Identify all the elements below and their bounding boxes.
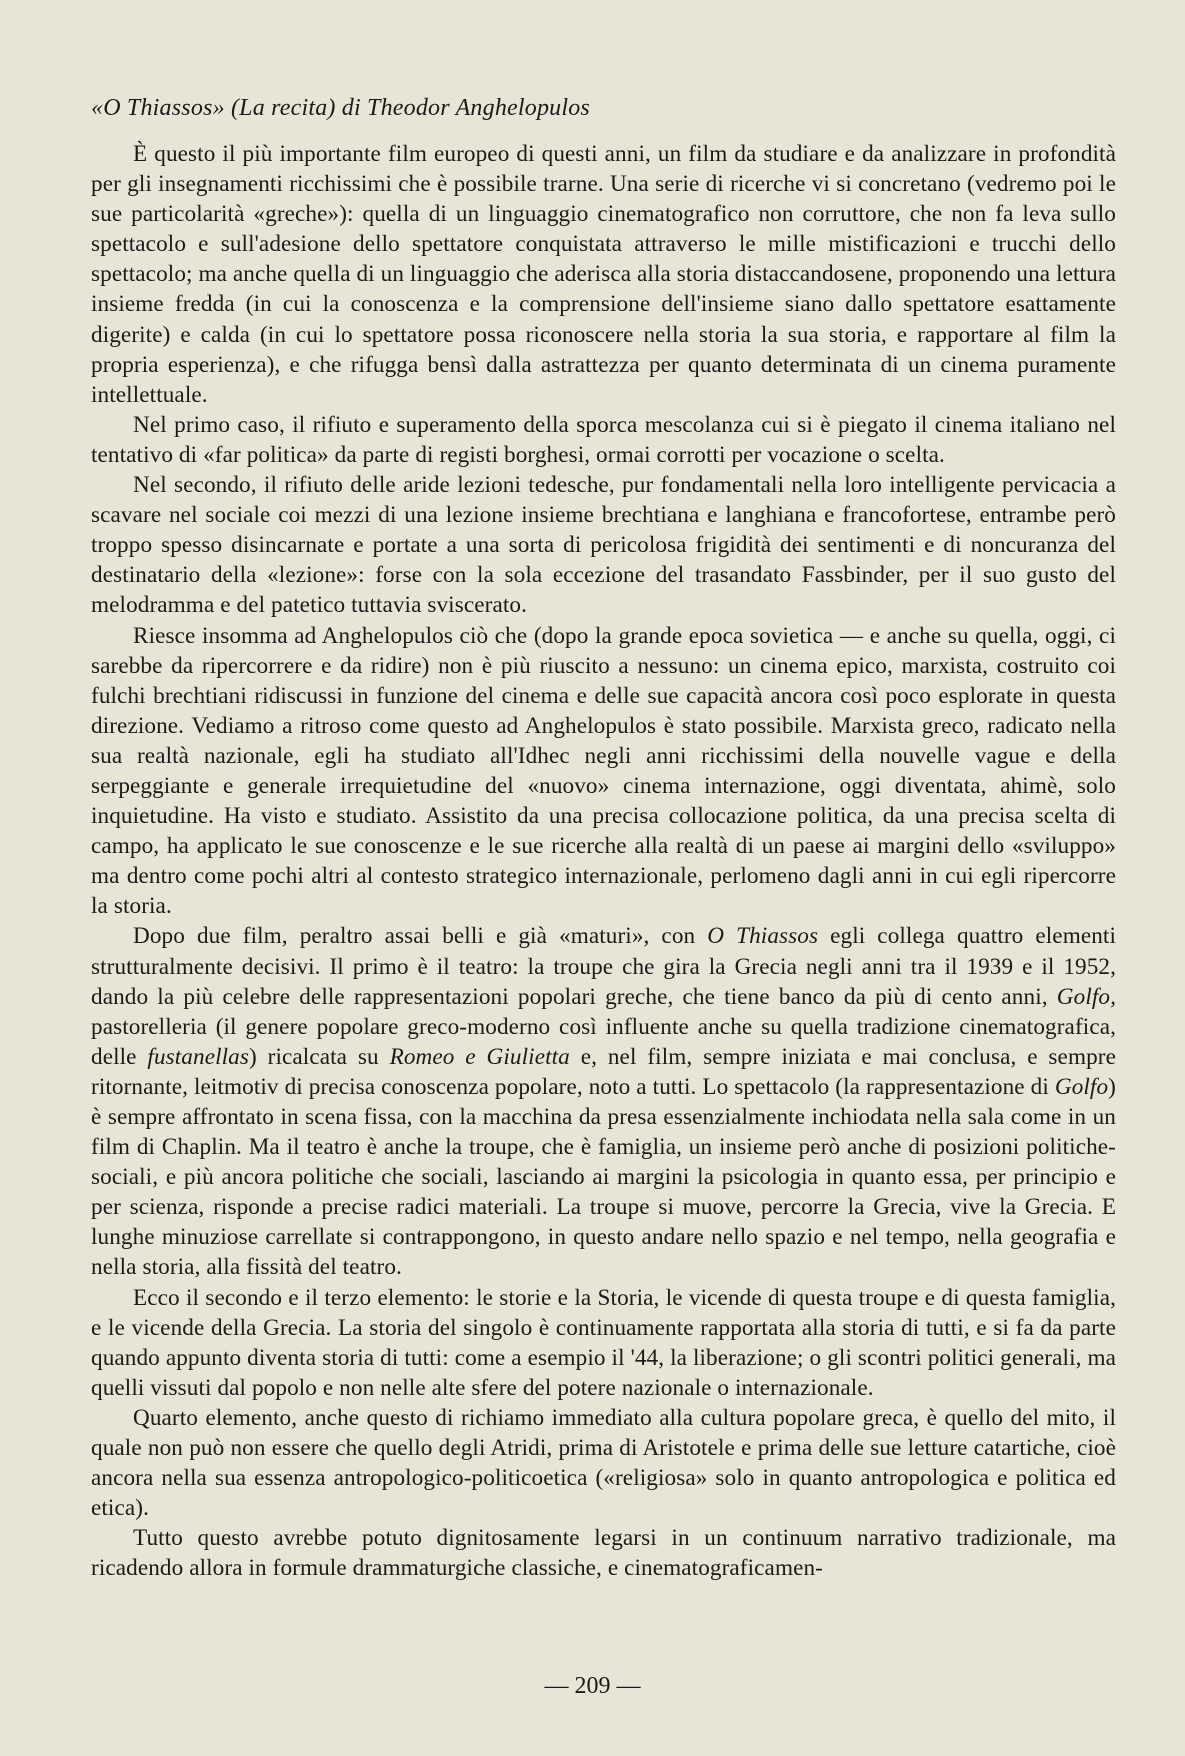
- paragraph-7: Quarto elemento, anche questo di richiamo immediato alla cultura popolare greca, è quello del mito, il quale non può non essere che quello degli Atridi, prima di Aristotele e prima delle sue letture catartiche, cioè ancora nella sua essenza antropologico-politicoetica («religiosa» solo in quanto antropologica e politica ed etica).: [91, 1404, 1116, 1522]
- paragraph-5: Dopo due film, peraltro assai belli e già «maturi», con O Thiassos egli collega quattro elementi strutturalmente decisivi. Il primo è il teatro: la troupe che gira la Grecia negli anni tra il 1939 e il 1952, dando la più celebre delle rappresentazioni popolari greche, che tiene banco da più di cento anni, Golfo, pastorelleria (il genere popolare greco-moderno così influente anche su quella tradizione cinematografica, delle fustanellas) ricalcata su Romeo e Giulietta e, nel film, sempre iniziata e mai conclusa, e sempre ritornante, leitmotiv di precisa conoscenza popolare, noto a tutti. Lo spettacolo (la rappresentazione di Golfo) è sempre affrontato in scena fissa, con la macchina da presa essenzialmente inchiodata nella sala come in un film di Chaplin. Ma il teatro è anche la troupe, che è famiglia, un insieme però anche di posizioni politiche-sociali, e più ancora politiche che sociali, lasciando ai margini la psicologia in quanto essa, per principio e per scienza, risponde a precise radici materiali. La troupe si muove, percorre la Grecia, vive la Grecia. E lunghe minuziose carrellate si contrappongono, in questo andare nello spazio e nel tempo, nella geografia e nella storia, alla fissità del teatro.: [91, 923, 1116, 1281]
- paragraph-2: Nel primo caso, il rifiuto e superamento della sporca mescolanza cui si è piegato il cinema italiano nel tentativo di «far politica» da parte di registi borghesi, ormai corrotti per vocazione o scelta.: [91, 411, 1116, 468]
- article-title: «O Thiassos» (La recita) di Theodor Anghelopulos: [91, 95, 590, 121]
- paragraph-1: È questo il più importante film europeo di questi anni, un film da studiare e da analizzare in profondità per gli insegnamenti ricchissimi che è possibile trarne. Una serie di ricerche vi si concretano (vedremo poi le sue particolarità «greche»): quella di un linguaggio cinematografico non corruttore, che non fa leva sullo spettacolo e sull'adesione dello spettatore conquistata attraverso le mille mistificazioni e trucchi dello spettacolo; ma anche quella di un linguaggio che aderisca alla storia distaccandosene, proponendo una lettura insieme fredda (in cui la conoscenza e la comprensione dell'insieme siano dallo spettatore esattamente digerite) e calda (in cui lo spettatore possa riconoscere nella storia la sua storia, e rapportare al film la propria esperienza), e che rifugga bensì dalla astrattezza per quanto determinata di un cinema puramente intellettuale.: [91, 141, 1116, 408]
- paragraph-3: Nel secondo, il rifiuto delle aride lezioni tedesche, pur fondamentali nella loro intelligente pervicacia a scavare nel sociale coi mezzi di una lezione insieme brechtiana e langhiana e francofortese, entrambe però troppo spesso disincarnate e portate a una sorta di pericolosa frigidità dei sentimenti e di noncuranza del destinatario della «lezione»: forse con la sola eccezione del trasandato Fassbinder, per il suo gusto del melodramma e del patetico tuttavia sviscerato.: [91, 472, 1116, 619]
- article-body: [91, 93, 1116, 1584]
- paragraph-6: Ecco il secondo e il terzo elemento: le storie e la Storia, le vicende di questa troupe e di questa famiglia, e le vicende della Grecia. La storia del singolo è continuamente rapportata alla storia di tutti, e si fa da parte quando appunto diventa storia di tutti: come a esempio il '44, la liberazione; o gli scontri politici generali, ma quelli vissuti dal popolo e non nelle alte sfere del potere nazionale o internazionale.: [91, 1284, 1116, 1401]
- paragraph-4: Riesce insomma ad Anghelopulos ciò che (dopo la grande epoca sovietica — e anche su quella, oggi, ci sarebbe da ripercorrere e da ridire) non è più riuscito a nessuno: un cinema epico, marxista, costruito coi fulchi brechtiani ridiscussi in funzione del cinema e delle sue capacità ancora così poco esplorate in questa direzione. Vediamo a ritroso come questo ad Anghelopulos è stato possibile. Marxista greco, radicato nella sua realtà nazionale, egli ha studiato all'Idhec negli anni ricchissimi della nouvelle vague e della serpeggiante e generale irrequietudine del «nuovo» cinema internazione, oggi diventata, ahimè, solo inquietudine. Ha visto e studiato. Assistito da una precisa collocazione politica, da una precisa scelta di campo, ha applicato le sue conoscenze e le sue ricerche alla realtà di un paese ai margini dello «sviluppo» ma dentro come pochi altri al contesto strategico internazionale, perlomeno dagli anni in cui egli ripercorre la storia.: [91, 622, 1116, 920]
- paragraph-8: Tutto questo avrebbe potuto dignitosamente legarsi in un continuum narrativo tradizionale, ma ricadendo allora in formule drammaturgiche classiche, e cinematograficamen-: [91, 1525, 1116, 1582]
- page-number: — 209 —: [544, 1673, 641, 1699]
